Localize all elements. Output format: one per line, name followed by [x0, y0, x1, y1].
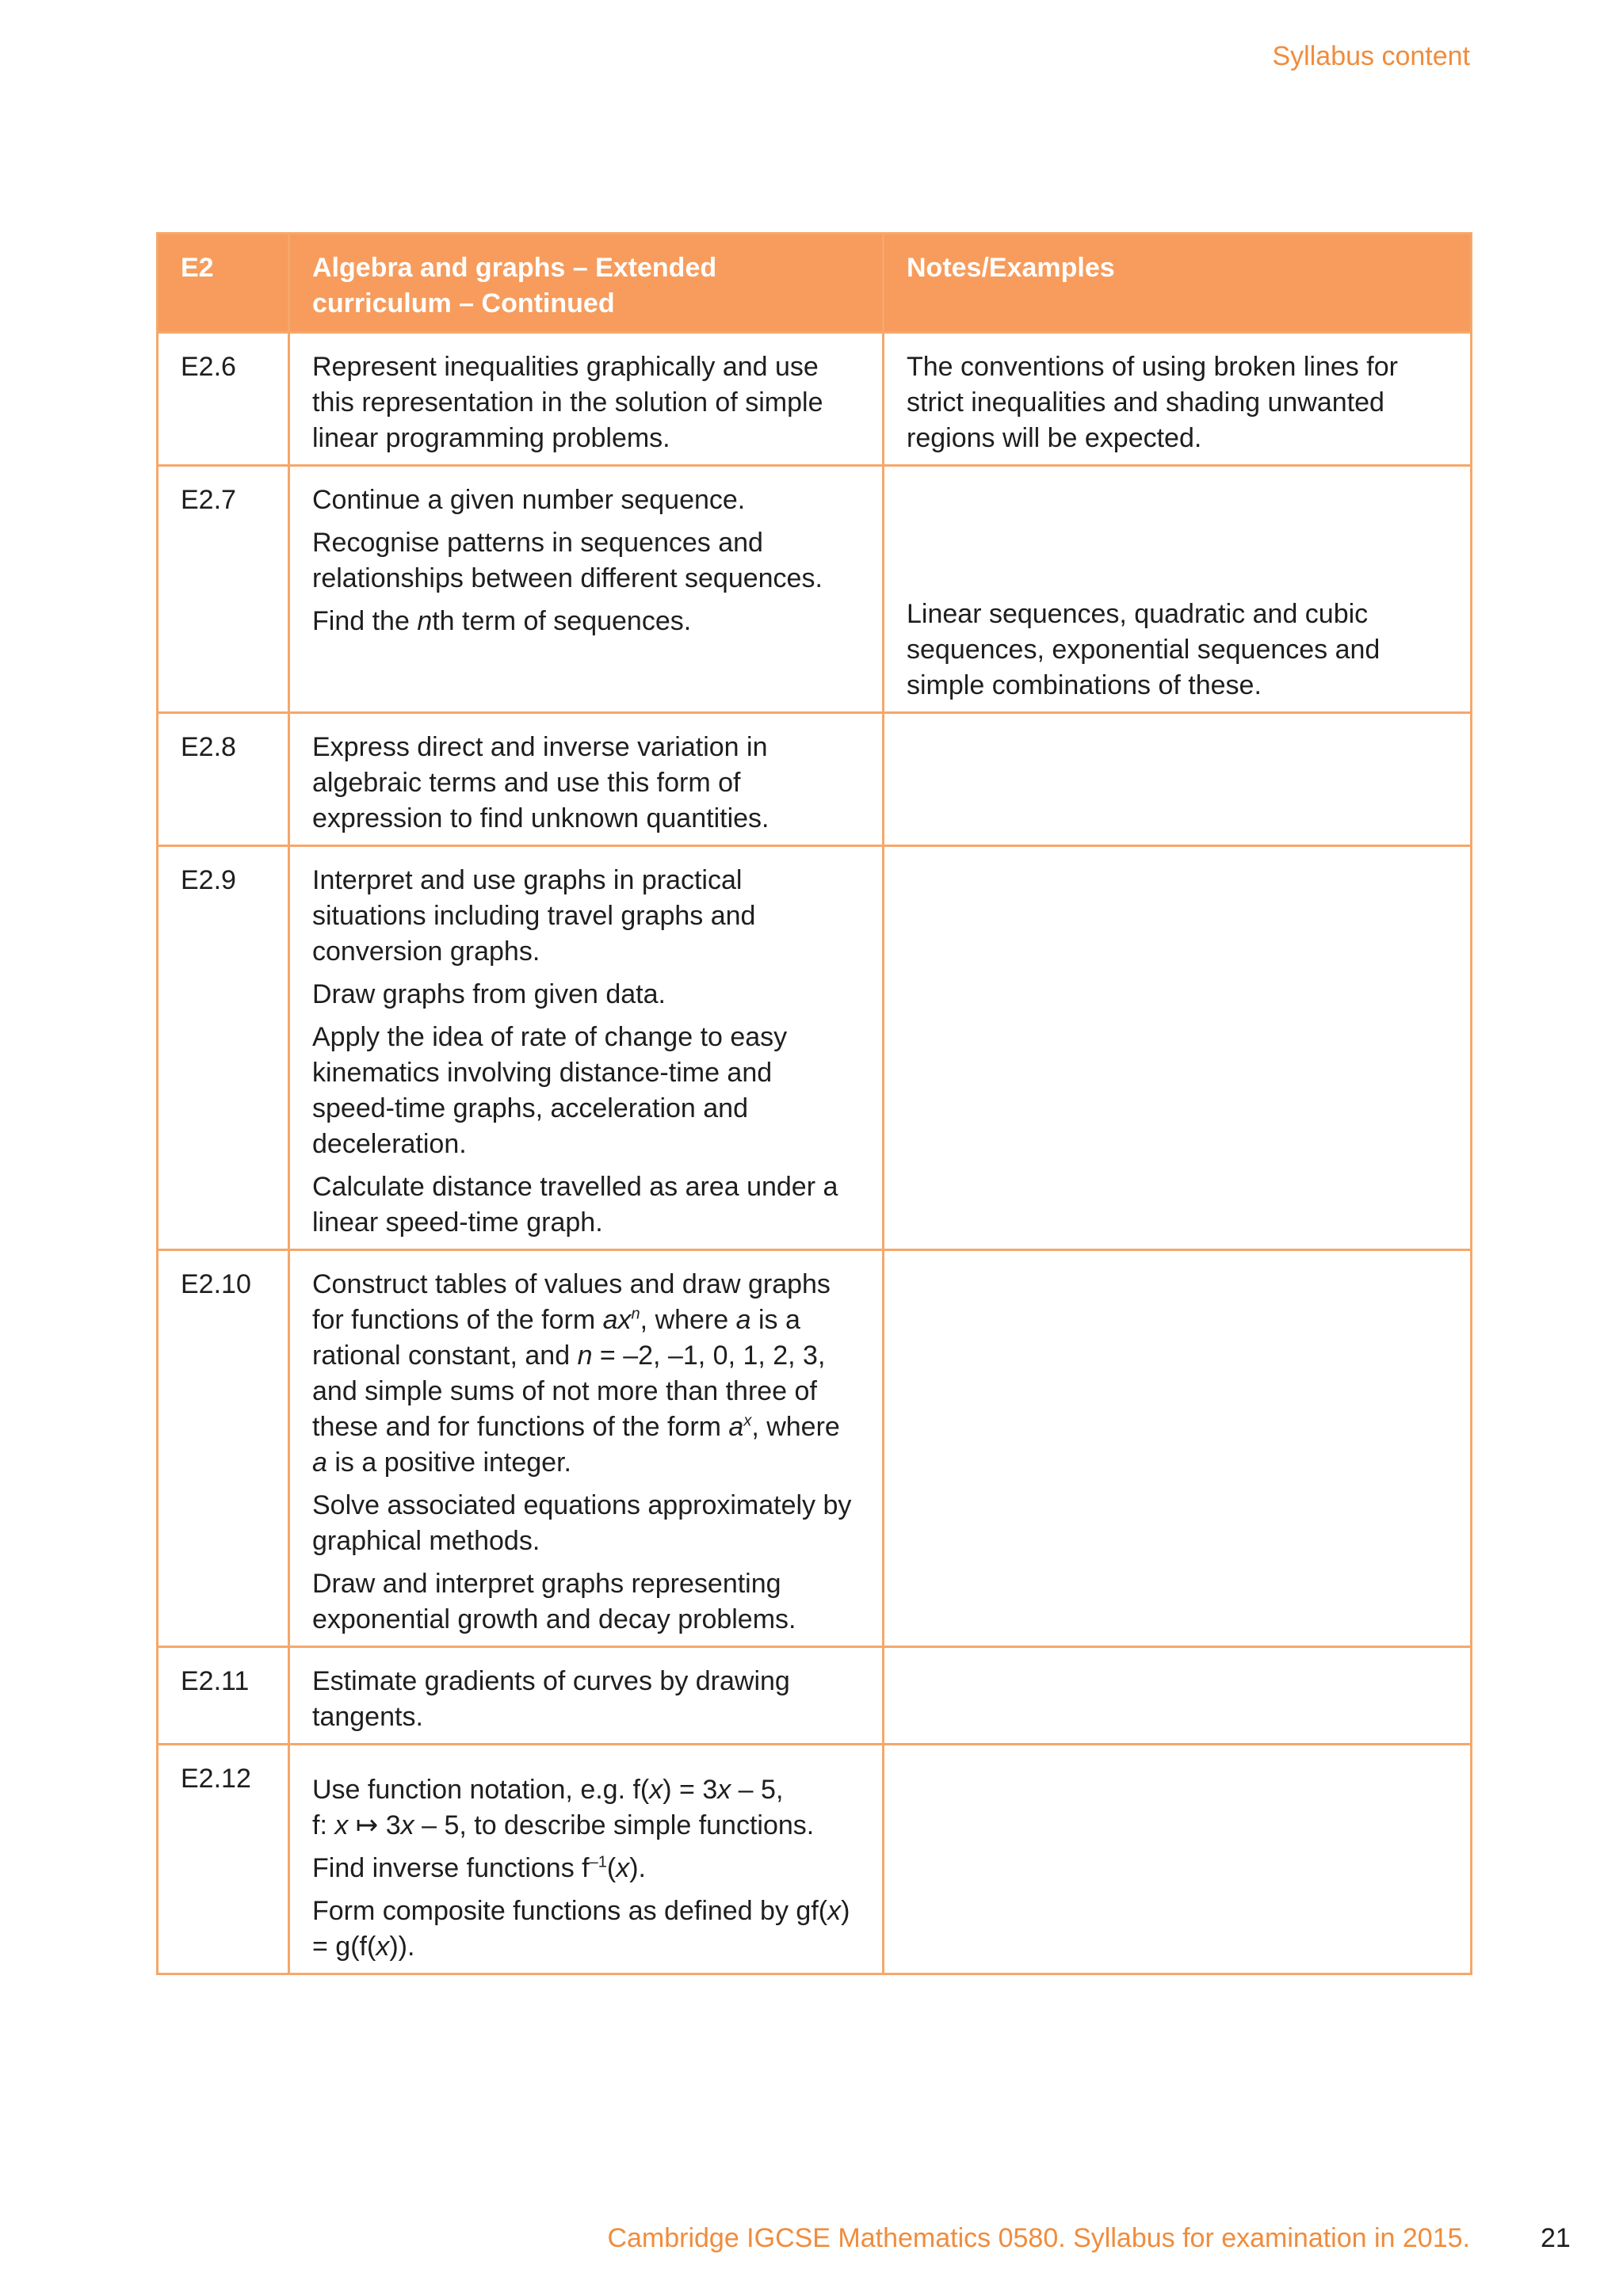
content-paragraph: Form composite functions as defined by gf(x) = g(f(x)). — [312, 1896, 850, 1962]
table-row — [158, 1647, 1472, 1745]
row-notes — [884, 1745, 1472, 1974]
content-paragraph: Find the nth term of sequences. — [312, 606, 692, 636]
row-content — [289, 1250, 884, 1647]
content-paragraph: Express direct and inverse variation in algebraic terms and use this form of expression to find unknown quantities. — [312, 732, 769, 833]
content-paragraph: Find inverse functions $f^{-1}(x)$. — [312, 1853, 646, 1883]
table-row — [158, 333, 1472, 466]
content-paragraph: Solve associated equations approximately by graphical methods. — [312, 1490, 852, 1556]
row-content — [289, 1647, 884, 1745]
row-content — [289, 466, 884, 713]
row-notes — [884, 1647, 1472, 1745]
row-content — [289, 333, 884, 466]
content-paragraph: Continue a given number sequence. — [312, 485, 746, 515]
content-paragraph: Interpret and use graphs in practical situations including travel graphs and conversion graphs. — [312, 865, 756, 967]
row-code: E2.10 — [158, 1250, 289, 1647]
content-paragraph: Draw graphs from given data. — [312, 979, 666, 1009]
header-notes: Notes/Examples — [884, 234, 1472, 333]
row-code: E2.12 — [158, 1745, 289, 1974]
table-header-row — [158, 234, 1472, 333]
content-paragraph: Draw and interpret graphs representing exponential growth and decay problems. — [312, 1569, 796, 1634]
row-notes — [884, 466, 1472, 713]
row-code: E2.6 — [158, 333, 289, 466]
content-paragraph: Recognise patterns in sequences and relationships between different sequences. — [312, 528, 823, 593]
content-paragraph: Construct tables of values and draw graphs for functions of the form $ax^n$, where a is a rational constant, and n = –2, –1, 0, 1, 2, 3, and simple sums of not more than three of these and for functions of the form $a^x$, where a is a positive integer. — [312, 1269, 840, 1478]
page-number: 21 — [1541, 2223, 1571, 2253]
content-paragraph: Apply the idea of rate of change to easy kinematics involving distance-time and speed-time graphs, acceleration and deceleration. — [312, 1022, 788, 1159]
row-code: E2.8 — [158, 713, 289, 846]
table-row — [158, 1745, 1472, 1974]
table-row — [158, 466, 1472, 713]
table-row — [158, 713, 1472, 846]
content-paragraph: Calculate distance travelled as area under a linear speed-time graph. — [312, 1172, 838, 1238]
page-header-title: Syllabus content — [1272, 41, 1470, 71]
row-content — [289, 1745, 884, 1974]
table-row — [158, 846, 1472, 1250]
content-paragraph: f: x ↦ 3x – 5, to describe simple functions. — [312, 1810, 815, 1840]
header-topic: Algebra and graphs – Extended curriculum – Continued — [289, 234, 884, 333]
row-notes — [884, 333, 1472, 466]
row-content — [289, 846, 884, 1250]
row-notes — [884, 713, 1472, 846]
content-paragraph: Represent inequalities graphically and use this representation in the solution of simple linear programming problems. — [312, 352, 823, 453]
content-paragraph: Estimate gradients of curves by drawing tangents. — [312, 1666, 790, 1732]
row-notes — [884, 846, 1472, 1250]
content-paragraph: Use function notation, e.g. f(x) = 3x – 5, — [312, 1775, 784, 1805]
footer-title: Cambridge IGCSE Mathematics 0580. Syllabus for examination in 2015. — [607, 2223, 1470, 2253]
row-code: E2.9 — [158, 846, 289, 1250]
syllabus-table — [156, 232, 1472, 1975]
notes-paragraph: The conventions of using broken lines for strict inequalities and shading unwanted regions will be expected. — [907, 352, 1398, 453]
row-code: E2.7 — [158, 466, 289, 713]
row-code: E2.11 — [158, 1647, 289, 1745]
notes-paragraph: Linear sequences, quadratic and cubic sequences, exponential sequences and simple combinations of these. — [907, 599, 1381, 700]
row-content — [289, 713, 884, 846]
table-row — [158, 1250, 1472, 1647]
row-notes — [884, 1250, 1472, 1647]
header-code: E2 — [158, 234, 289, 333]
